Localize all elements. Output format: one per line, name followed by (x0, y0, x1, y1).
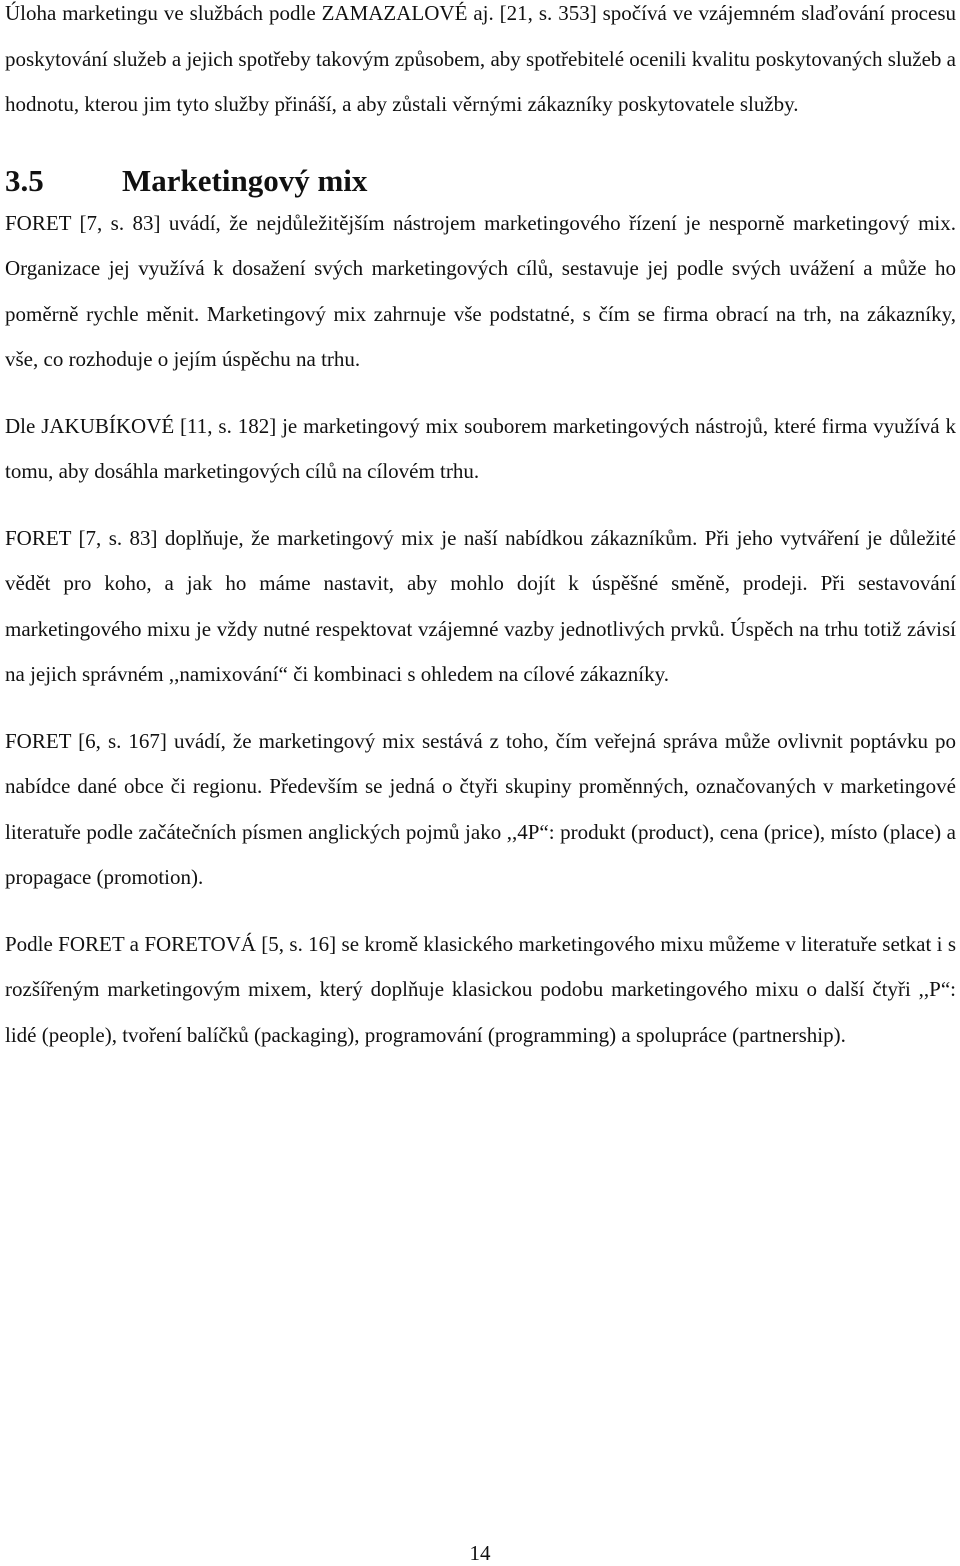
paragraph-1: FORET [7, s. 83] uvádí, že nejdůležitějším nástrojem marketingového řízení je nesporně marketingový mix. Organizace jej využívá k dosažení svých marketingových cílů, sestavuje jej podle svých uvážení a může ho poměrně rychle měnit. Marketingový mix zahrnuje vše podstatné, s čím se firma obrací na trh, na zákazníky, vše, co rozhoduje o jejím úspěchu na trhu. (5, 210, 956, 371)
document-page (5, 0, 956, 1058)
page-number: 14 (469, 1541, 491, 1565)
paragraph-4: FORET [6, s. 167] uvádí, že marketingový mix sestává z toho, čím veřejná správa může ovlivnit poptávku po nabídce dané obce či regionu. Především se jedná o čtyři skupiny proměnných, označovaných v marketingové literatuře podle začátečních písmen anglických pojmů jako ,,4P“: produkt (product), cena (price), místo (place) a propagace (promotion). (5, 728, 956, 889)
paragraph-5: Podle FORET a FORETOVÁ [5, s. 16] se kromě klasického marketingového mixu můžeme v literatuře setkat i s rozšířeným marketingovým mixem, který doplňuje klasickou podobu marketingového mixu o další čtyři ,,P“: lidé (people), tvoření balíčků (packaging), programování (programming) a spolupráce (partnership). (5, 931, 956, 1047)
paragraph-3: FORET [7, s. 83] doplňuje, že marketingový mix je naší nabídkou zákazníkům. Při jeho vytváření je důležité vědět pro koho, a jak ho máme nastavit, aby mohlo dojít k úspěšné směně, prodeji. Při sestavování marketingového mixu je vždy nutné respektovat vzájemné vazby jednotlivých prvků. Úspěch na trhu totiž závisí na jejich správném ,,namixování“ či kombinaci s ohledem na cílové zákazníky. (5, 525, 956, 686)
paragraph-2: Dle JAKUBÍKOVÉ [11, s. 182] je marketingový mix souborem marketingových nástrojů, které firma využívá k tomu, aby dosáhla marketingových cílů na cílovém trhu. (5, 413, 956, 483)
section-title: Marketingový mix (122, 162, 368, 198)
section-heading (5, 161, 956, 201)
paragraph-intro: Úloha marketingu ve službách podle ZAMAZALOVÉ aj. [21, s. 353] spočívá ve vzájemném slaďování procesu poskytování služeb a jejich spotřeby takovým způsobem, aby spotřebitelé ocenili kvalitu poskytovaných služeb a hodnotu, kterou jim tyto služby přináší, a aby zůstali věrnými zákazníky poskytovatele služby. (5, 1, 956, 116)
section-number: 3.5 (5, 162, 44, 198)
